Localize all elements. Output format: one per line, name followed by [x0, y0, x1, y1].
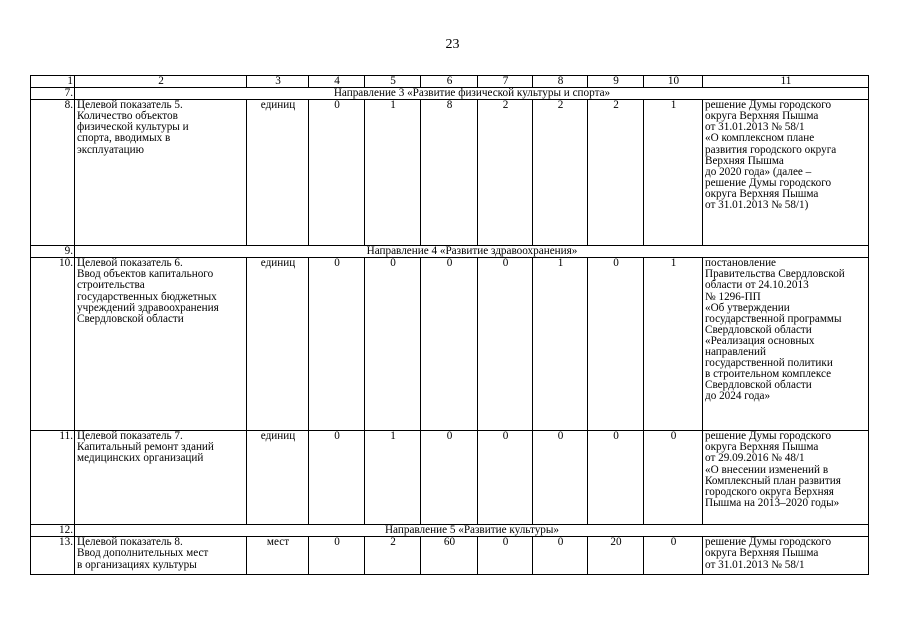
header-cell: 9 [588, 76, 644, 88]
value-cell: 0 [533, 537, 588, 575]
value-cell: 2 [533, 100, 588, 246]
indicator-cell: Целевой показатель 6. Ввод объектов капитального строительства государственных бюджетных учреждений здравоохранения Свердловской области [75, 258, 247, 431]
section-row [31, 246, 869, 258]
source-cell: решение Думы городского округа Верхняя Пышма от 31.01.2013 № 58/1 [703, 537, 869, 575]
value-cell: 0 [309, 537, 365, 575]
section-row [31, 525, 869, 537]
header-cell: 11 [703, 76, 869, 88]
source-cell: решение Думы городского округа Верхняя Пышма от 29.09.2016 № 48/1 «О внесении изменений в Комплексный план развития городского округа Верхняя Пышма на 2013–2020 годы» [703, 431, 869, 525]
value-cell: 0 [309, 431, 365, 525]
page-number: 23 [445, 37, 460, 52]
value-cell: 0 [421, 431, 478, 525]
value-cell: 0 [478, 537, 533, 575]
unit-cell: мест [247, 537, 309, 575]
header-cell: 3 [247, 76, 309, 88]
value-cell: 8 [421, 100, 478, 246]
table-row [31, 431, 869, 525]
value-cell: 0 [588, 258, 644, 431]
table-row [31, 100, 869, 246]
indicator-cell: Целевой показатель 5. Количество объектов физической культуры и спорта, вводимых в эксплуатацию [75, 100, 247, 246]
row-number: 13. [31, 537, 75, 575]
row-number: 10. [31, 258, 75, 431]
value-cell: 2 [588, 100, 644, 246]
header-cell: 10 [644, 76, 703, 88]
row-number: 8. [31, 100, 75, 246]
value-cell: 1 [644, 100, 703, 246]
header-row [31, 76, 869, 88]
value-cell: 0 [365, 258, 421, 431]
header-cell: 1 [31, 76, 75, 88]
value-cell: 2 [478, 100, 533, 246]
table-row [31, 537, 869, 575]
header-cell: 4 [309, 76, 365, 88]
section-title: Направление 3 «Развитие физической культуры и спорта» [75, 88, 869, 100]
row-number: 9. [31, 246, 75, 258]
value-cell: 60 [421, 537, 478, 575]
value-cell: 0 [644, 431, 703, 525]
value-cell: 0 [644, 537, 703, 575]
value-cell: 20 [588, 537, 644, 575]
value-cell: 0 [309, 258, 365, 431]
value-cell: 0 [478, 431, 533, 525]
value-cell: 0 [533, 431, 588, 525]
unit-cell: единиц [247, 431, 309, 525]
row-number: 12. [31, 525, 75, 537]
indicator-cell: Целевой показатель 8. Ввод дополнительных мест в организациях культуры [75, 537, 247, 575]
section-title: Направление 5 «Развитие культуры» [75, 525, 869, 537]
table-body [31, 76, 869, 575]
value-cell: 1 [533, 258, 588, 431]
header-cell: 2 [75, 76, 247, 88]
indicators-table [30, 75, 869, 575]
unit-cell: единиц [247, 100, 309, 246]
row-number: 11. [31, 431, 75, 525]
value-cell: 0 [478, 258, 533, 431]
source-cell: решение Думы городского округа Верхняя Пышма от 31.01.2013 № 58/1 «О комплексном плане развития городского округа Верхняя Пышма до 2020 года» (далее – решение Думы городского округа Верхняя Пышма от 31.01.2013 № 58/1) [703, 100, 869, 246]
unit-cell: единиц [247, 258, 309, 431]
header-cell: 5 [365, 76, 421, 88]
header-cell: 7 [478, 76, 533, 88]
source-cell: постановление Правительства Свердловской области от 24.10.2013 № 1296-ПП «Об утверждении государственной программы Свердловской области «Реализация основных направлений государственной политики в строительном комплексе Свердловской области до 2024 года» [703, 258, 869, 431]
value-cell: 2 [365, 537, 421, 575]
row-number: 7. [31, 88, 75, 100]
section-row [31, 88, 869, 100]
value-cell: 1 [365, 431, 421, 525]
section-title: Направление 4 «Развитие здравоохранения» [75, 246, 869, 258]
header-cell: 6 [421, 76, 478, 88]
value-cell: 0 [309, 100, 365, 246]
header-cell: 8 [533, 76, 588, 88]
table-row [31, 258, 869, 431]
value-cell: 1 [644, 258, 703, 431]
value-cell: 0 [588, 431, 644, 525]
indicator-cell: Целевой показатель 7. Капитальный ремонт зданий медицинских организаций [75, 431, 247, 525]
value-cell: 0 [421, 258, 478, 431]
value-cell: 1 [365, 100, 421, 246]
